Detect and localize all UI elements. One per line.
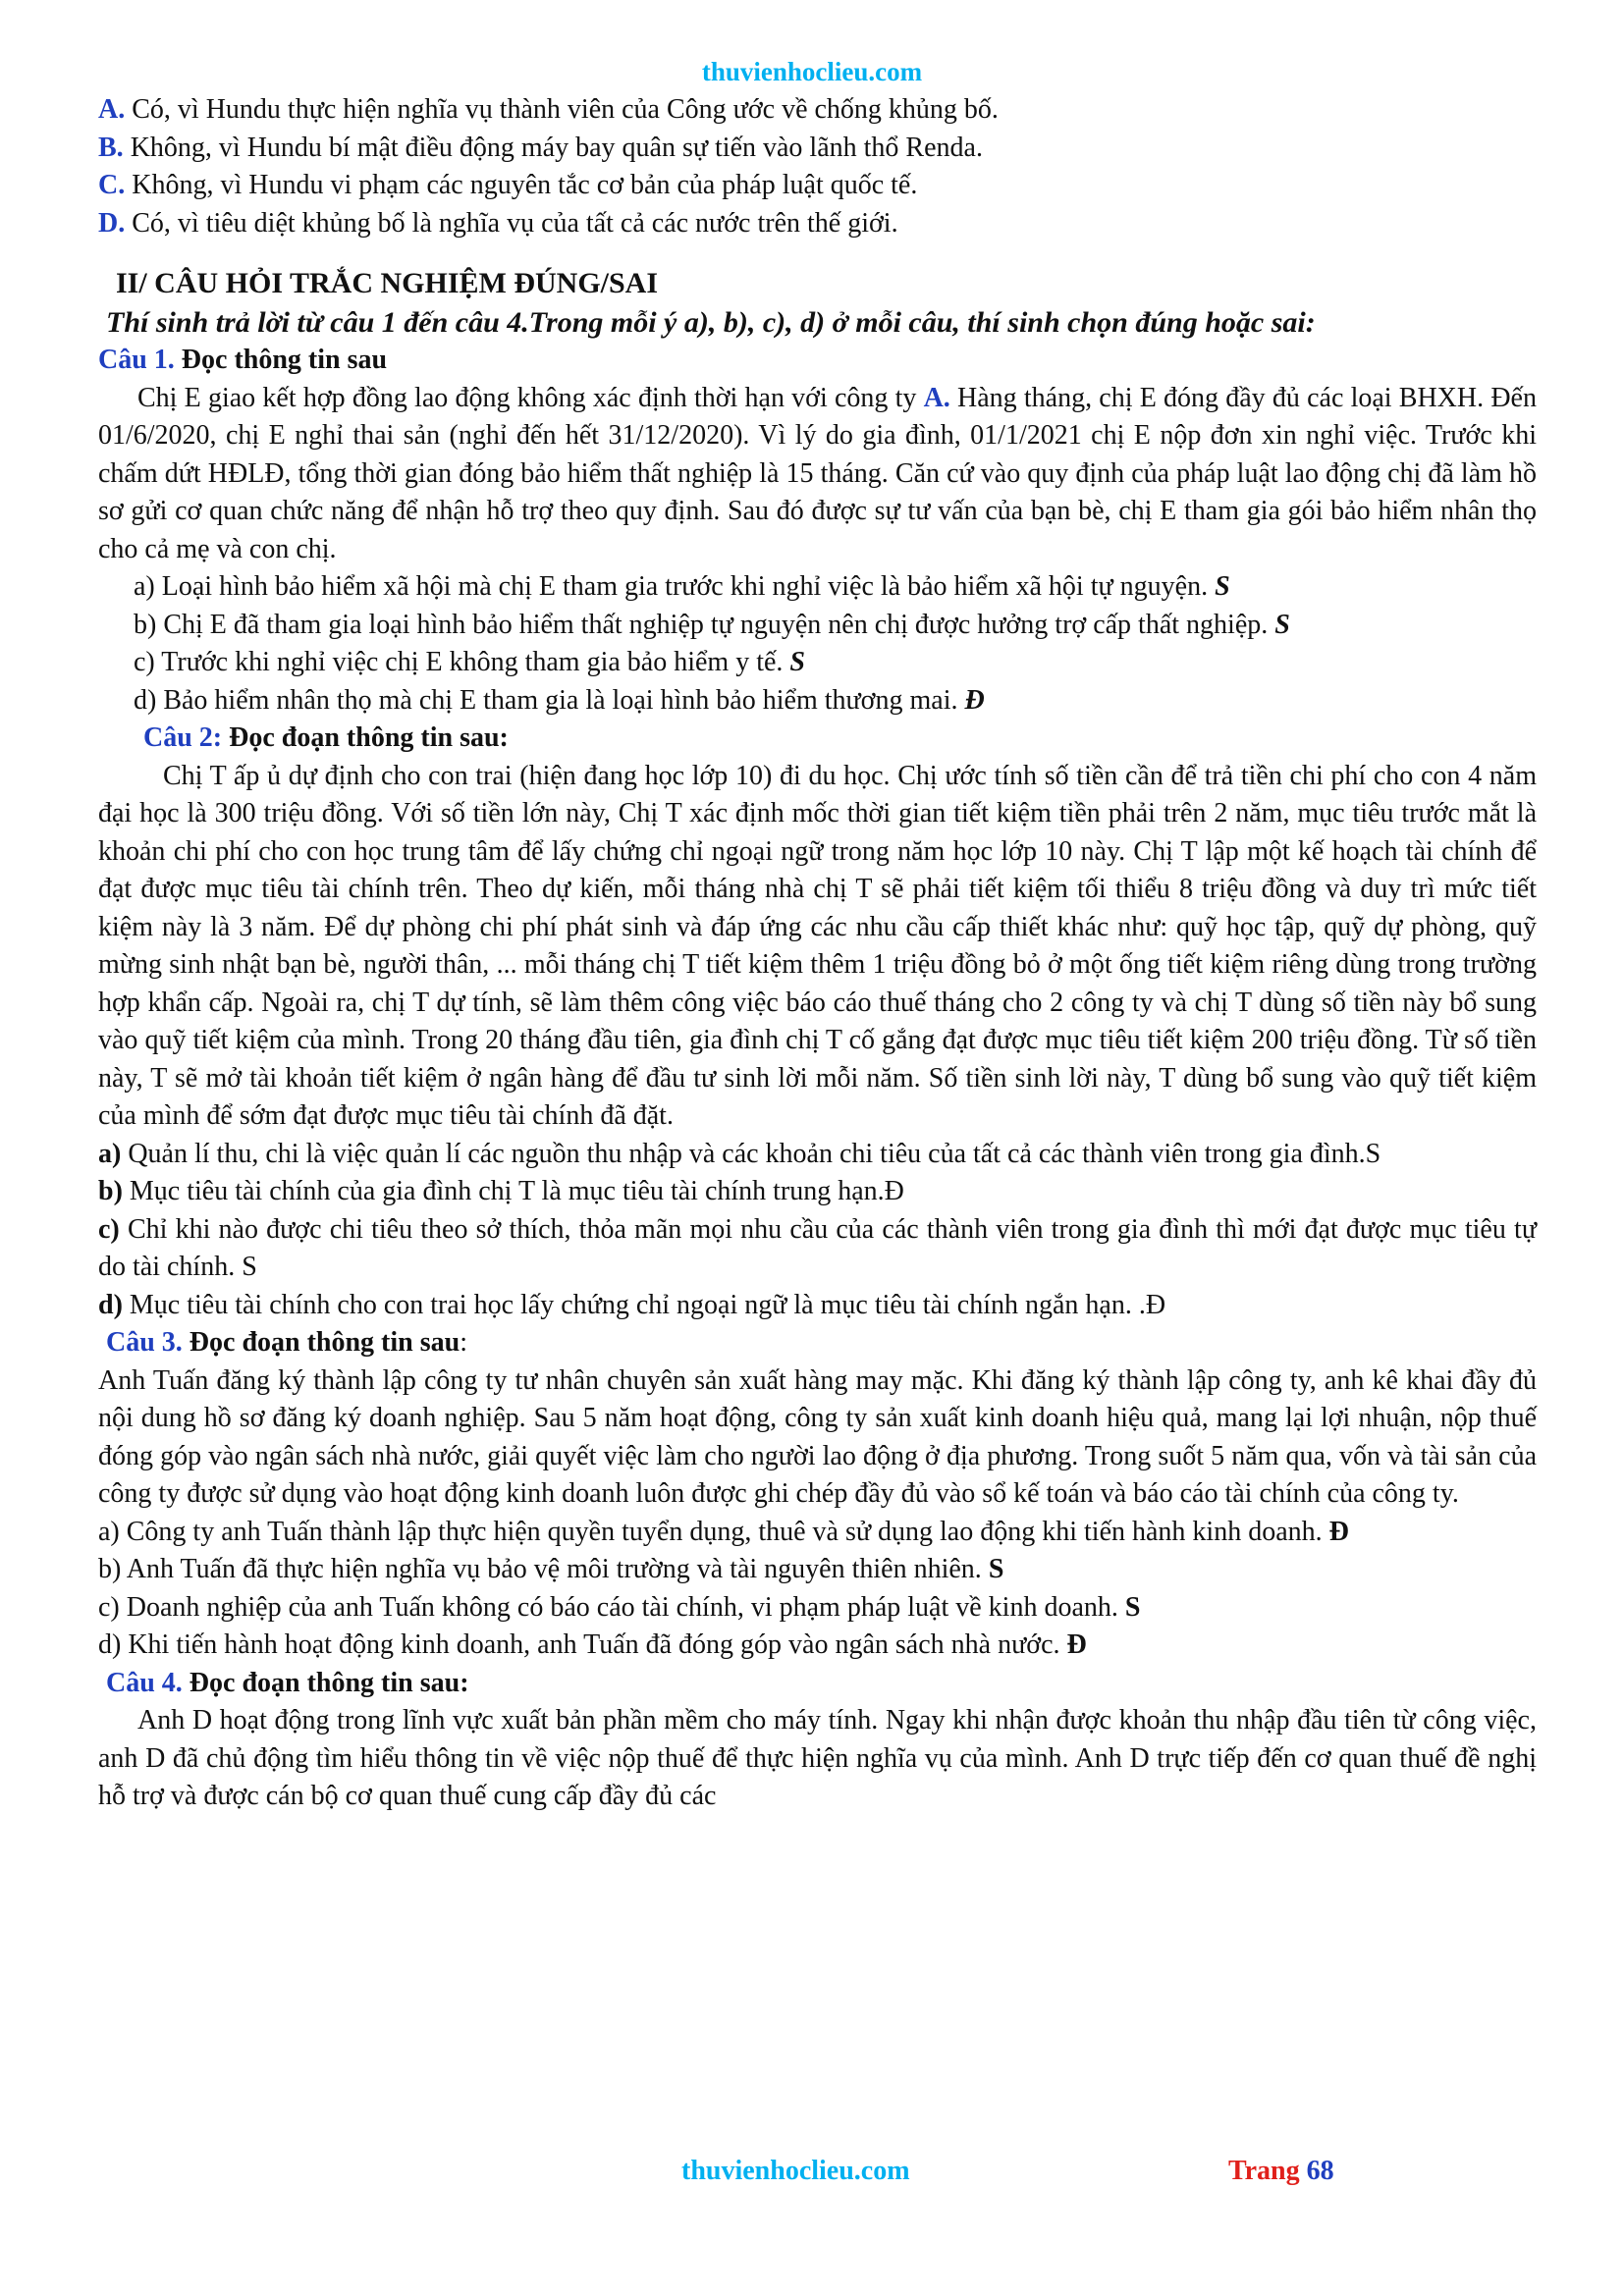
option-text: Không, vì Hundu vi phạm các nguyên tắc cơ bản của pháp luật quốc tế. (132, 170, 918, 200)
question-3-item-c (98, 1589, 1537, 1628)
question-1-item-a (98, 568, 1537, 607)
question-number: Câu 1. (98, 345, 175, 375)
answer-mark: S (988, 1554, 1004, 1584)
option-text: Có, vì tiêu diệt khủng bố là nghĩa vụ của tất cả các nước trên thế giới. (132, 207, 898, 239)
answer-mark: S (1274, 609, 1290, 640)
answer-mark: S (1215, 571, 1230, 602)
document-page (98, 57, 1537, 1816)
company-name: A. (923, 382, 950, 413)
question-title: Đọc đoạn thông tin sau: (222, 722, 509, 753)
question-1-paragraph (98, 380, 1537, 569)
paragraph-text: Hàng tháng, chị E đóng đầy đủ các loại BHXH. Đến 01/6/2020, chị E nghỉ thai sản (nghỉ đến hết 31/12/2020). Vì lý do gia đình, 01/1/2021 chị E nộp đơn xin nghỉ việc. Trước khi chấm dứt HĐLĐ, tổng thời gian đóng bảo hiểm thất nghiệp là 15 tháng. Căn cứ vào quy định của pháp luật lao động chị đã làm hồ sơ gửi cơ quan chức năng để nhận hỗ trợ theo quy định. Sau đó được sự tư vấn của bạn bè, chị E tham gia gói bảo hiểm nhân thọ cho cả mẹ và con chị. (98, 382, 1537, 564)
question-2-item-c (98, 1211, 1537, 1287)
page-number (1228, 2156, 1334, 2187)
question-1-item-d (98, 682, 1537, 721)
item-text: d) Khi tiến hành hoạt động kinh doanh, anh Tuấn đã đóng góp vào ngân sách nhà nước. (98, 1629, 1067, 1660)
option-letter: D. (98, 207, 126, 239)
question-2-paragraph: Chị T ấp ủ dự định cho con trai (hiện đang học lớp 10) đi du học. Chị ước tính số tiền cần để trả tiền chi phí cho con 4 năm đại học là 300 triệu đồng. Với số tiền lớn này, Chị T xác định mốc thời gian tiết kiệm tiền phải trên 2 năm, mục tiêu trước mắt là khoản chi phí cho con học trung tâm để lấy chứng chỉ ngoại ngữ trong năm học lớp 10 này. Chị T lập một kế hoạch tài chính để đạt được mục tiêu tài chính trên. Theo dự kiến, mỗi tháng nhà chị T sẽ phải tiết kiệm tối thiểu 8 triệu đồng và duy trì mức tiết kiệm này là 3 năm. Để dự phòng chi phí phát sinh và đáp ứng các nhu cầu cấp thiết khác như: quỹ học tập, quỹ dự phòng, quỹ mừng sinh nhật bạn bè, người thân, ... mỗi tháng chị T tiết kiệm thêm 1 triệu đồng bỏ ở một ống tiết kiệm riêng dùng trong trường hợp khẩn cấp. Ngoài ra, chị T dự tính, sẽ làm thêm công việc báo cáo thuế tháng cho 2 công ty và chị T dùng số tiền này bổ sung vào quỹ tiết kiệm của mình. Trong 20 tháng đầu tiên, gia đình chị T cố gắng đạt được mục tiêu tiết kiệm 200 triệu đồng. Từ số tiền này, T sẽ mở tài khoản tiết kiệm ở ngân hàng để đầu tư sinh lời mỗi năm. Số tiền sinh lời này, T dùng bổ sung vào quỹ tiết kiệm của mình để sớm đạt được mục tiêu tài chính đã đặt. (98, 760, 1537, 1131)
item-text: c) Doanh nghiệp của anh Tuấn không có báo cáo tài chính, vi phạm pháp luật về kinh doanh. (98, 1591, 1125, 1623)
question-number: Câu 2: (143, 722, 223, 753)
answer-mark: Đ (1066, 1629, 1087, 1660)
option-d (98, 205, 1537, 243)
section-instruction: Thí sinh trả lời từ câu 1 đến câu 4.Trong mỗi ý a), b), c), d) ở mỗi câu, thí sinh chọn đúng hoặc sai: (106, 306, 1316, 339)
question-3-item-b (98, 1551, 1537, 1589)
question-title-tail: : (460, 1327, 467, 1358)
question-1-item-c (98, 644, 1537, 682)
question-number: Câu 3. (106, 1327, 183, 1358)
question-2-item-d (98, 1287, 1537, 1325)
question-3-item-d (98, 1627, 1537, 1665)
option-letter: A. (98, 94, 126, 125)
item-text: c) Trước khi nghỉ việc chị E không tham gia bảo hiểm y tế. (134, 647, 790, 677)
answer-mark: S (1124, 1591, 1141, 1623)
item-label: a) (98, 1138, 122, 1169)
question-4-heading (98, 1665, 1537, 1703)
item-label: c) (98, 1213, 120, 1245)
question-1-item-b (98, 607, 1537, 645)
option-c (98, 167, 1537, 205)
answer-mark: S (789, 647, 805, 677)
option-text: Có, vì Hundu thực hiện nghĩa vụ thành viên của Công ước về chống khủng bố. (132, 94, 999, 125)
page-number-value: 68 (1306, 2156, 1334, 2186)
header-site-name[interactable]: thuvienhoclieu.com (701, 57, 923, 86)
option-a (98, 91, 1537, 130)
question-number: Câu 4. (106, 1667, 183, 1698)
question-1-heading (98, 342, 1537, 380)
option-text: Không, vì Hundu bí mật điều động máy bay quân sự tiến vào lãnh thổ Renda. (130, 132, 983, 163)
item-text: Mục tiêu tài chính của gia đình chị T là mục tiêu tài chính trung hạn.Đ (122, 1176, 904, 1206)
item-text: Quản lí thu, chi là việc quản lí các nguồn thu nhập và các khoản chi tiêu của tất cả các thành viên trong gia đình.S (121, 1138, 1381, 1169)
option-b (98, 130, 1537, 168)
item-label: b) (98, 1176, 123, 1206)
question-3-paragraph: Anh Tuấn đăng ký thành lập công ty tư nhân chuyên sản xuất hàng may mặc. Khi đăng ký thành lập công ty, anh kê khai đầy đủ nội dung hồ sơ đăng ký doanh nghiệp. Sau 5 năm hoạt động, công ty sản xuất kinh doanh hiệu quả, mang lại lợi nhuận, nộp thuế đóng góp vào ngân sách nhà nước, giải quyết việc làm cho người lao động ở địa phương. Trong suốt 5 năm qua, vốn và tài sản của công ty được sử dụng vào hoạt động kinh doanh luôn được ghi chép đầy đủ vào sổ kế toán và báo cáo tài chính của công ty. (98, 1364, 1537, 1509)
item-text: a) Công ty anh Tuấn thành lập thực hiện quyền tuyển dụng, thuê và sử dụng lao động khi tiến hành kinh doanh. (98, 1516, 1329, 1547)
item-text: d) Bảo hiểm nhân thọ mà chị E tham gia là loại hình bảo hiểm thương mai. (134, 684, 965, 716)
answer-mark: Đ (1328, 1516, 1349, 1547)
paragraph-text: Chị E giao kết hợp đồng lao động không xác định thời hạn với công ty (137, 382, 924, 413)
question-2-item-a (98, 1136, 1537, 1174)
question-title: Đọc đoạn thông tin sau: (182, 1667, 469, 1698)
item-text: b) Anh Tuấn đã thực hiện nghĩa vụ bảo vệ môi trường và tài nguyên thiên nhiên. (98, 1554, 989, 1584)
item-text: Mục tiêu tài chính cho con trai học lấy chứng chỉ ngoại ngữ là mục tiêu tài chính ngắn hạn. .Đ (122, 1289, 1166, 1320)
answer-mark: Đ (964, 684, 985, 716)
question-title: Đọc thông tin sau (174, 345, 388, 375)
page-label: Trang (1228, 2156, 1307, 2186)
question-2-item-b (98, 1173, 1537, 1211)
question-4-paragraph: Anh D hoạt động trong lĩnh vực xuất bản phần mềm cho máy tính. Ngay khi nhận được khoản thu nhập đầu tiên từ công việc, anh D đã chủ động tìm hiểu thông tin về việc nộp thuế để thực hiện nghĩa vụ của mình. Anh D trực tiếp đến cơ quan thuế đề nghị hỗ trợ và được cán bộ cơ quan thuế cung cấp đầy đủ các (98, 1705, 1537, 1811)
option-letter: B. (98, 132, 124, 163)
footer-site-name[interactable]: thuvienhoclieu.com (681, 2156, 910, 2186)
item-label: d) (98, 1289, 123, 1320)
question-title: Đọc đoạn thông tin sau (182, 1327, 460, 1358)
item-text: b) Chị E đã tham gia loại hình bảo hiểm thất nghiệp tự nguyện nên chị được hưởng trợ cấp thất nghiệp. (134, 609, 1275, 640)
item-text: a) Loại hình bảo hiểm xã hội mà chị E tham gia trước khi nghỉ việc là bảo hiểm xã hội tự nguyện. (134, 571, 1216, 602)
question-2-heading (98, 720, 1537, 758)
previous-question-options (98, 91, 1537, 242)
item-text: Chỉ khi nào được chi tiêu theo sở thích, thỏa mãn mọi nhu cầu của các thành viên trong gia đình thì mới đạt được mục tiêu tự do tài chính. S (98, 1213, 1537, 1282)
question-3-heading (98, 1324, 1537, 1362)
option-letter: C. (98, 170, 126, 200)
question-3-item-a (98, 1514, 1537, 1552)
section-title: II/ CÂU HỎI TRẮC NGHIỆM ĐÚNG/SAI (116, 267, 659, 299)
